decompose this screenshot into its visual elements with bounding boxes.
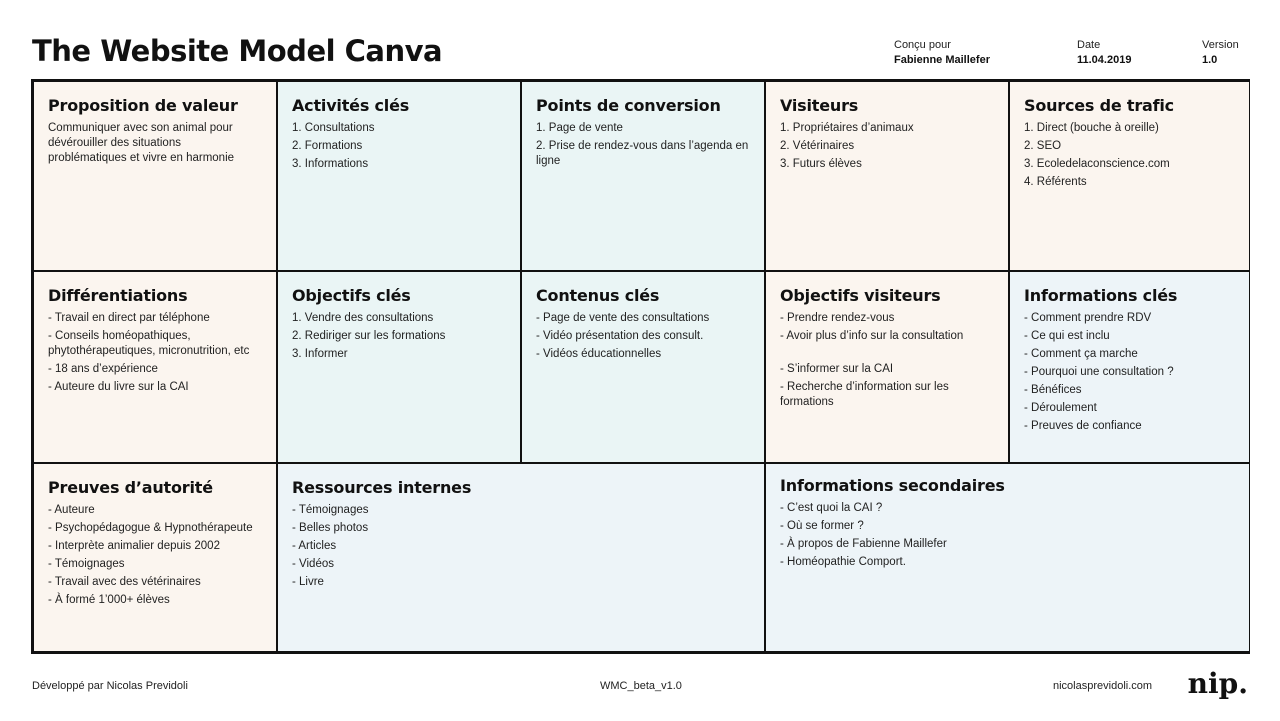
list-item: - Pourquoi une consultation ? (1024, 366, 1174, 378)
list-item: - Travail en direct par téléphone (48, 312, 210, 324)
cell-title: Contenus clés (536, 286, 660, 305)
cell-title: Ressources internes (292, 478, 472, 497)
cell-title: Différentiations (48, 286, 188, 305)
cell-title: Visiteurs (780, 96, 859, 115)
list-item: - Auteure du livre sur la CAI (48, 381, 189, 393)
cell-proposition (34, 82, 276, 270)
list-item: - Preuves de confiance (1024, 420, 1142, 432)
cell-differentiations (34, 272, 276, 462)
list-item: - C’est quoi la CAI ? (780, 502, 883, 514)
version (1202, 38, 1239, 68)
canvas-grid (31, 79, 1250, 654)
cell-title: Objectifs visiteurs (780, 286, 941, 305)
cell-contenus (522, 272, 764, 462)
list-item: 1. Propriétaires d’animaux (780, 122, 914, 134)
list-item: 3. Informations (292, 158, 369, 170)
list-item: 2. Rediriger sur les formations (292, 330, 446, 342)
footer-website[interactable]: nicolasprevidoli.com (1053, 680, 1153, 692)
designed-for-value: Fabienne Maillefer (894, 54, 990, 66)
designed-for (894, 38, 990, 68)
list-item: - À formé 1’000+ élèves (48, 594, 170, 606)
list-item: - Témoignages (48, 558, 125, 570)
list-item: - Avoir plus d’info sur la consultation (780, 330, 964, 342)
page-title: The Website Model Canva (32, 34, 443, 68)
cell-text: Communiquer avec son animal pour dévérouiller des situations problématiques et vivre en harmonie (48, 122, 235, 164)
list-item: - Où se former ? (780, 520, 864, 532)
cell-objectifs (278, 272, 520, 462)
list-item: - Recherche d’information sur les formations (780, 381, 949, 408)
list-item: 1. Page de vente (536, 122, 623, 134)
list-item: - Bénéfices (1024, 384, 1082, 396)
list-item: - Livre (292, 576, 324, 588)
date (1077, 38, 1131, 68)
list-item: 1. Vendre des consultations (292, 312, 434, 324)
footer-developer: Développé par Nicolas Previdoli (32, 680, 188, 692)
cell-conversion (522, 82, 764, 270)
cell-objectifs-visiteurs (766, 272, 1008, 462)
list-item: 2. Formations (292, 140, 363, 152)
designed-for-label: Conçu pour (894, 39, 951, 51)
cell-preuves (34, 464, 276, 651)
footer-version-tag: WMC_beta_v1.0 (600, 680, 682, 692)
cell-secondaires (766, 464, 1249, 651)
date-value: 11.04.2019 (1077, 54, 1132, 66)
list-item: - Vidéos (292, 558, 334, 570)
cell-visiteurs (766, 82, 1008, 270)
list-item: 2. Prise de rendez-vous dans l’agenda en ligne (536, 140, 749, 167)
list-item: - Page de vente des consultations (536, 312, 710, 324)
cell-title: Activités clés (292, 96, 410, 115)
cell-activites (278, 82, 520, 270)
list-item: - Conseils homéopathiques, phytothérapeutiques, micronutrition, etc (48, 330, 250, 357)
list-item: - 18 ans d’expérience (48, 363, 158, 375)
list-item: - Vidéo présentation des consult. (536, 330, 704, 342)
list-item: 3. Informer (292, 348, 348, 360)
cell-title: Objectifs clés (292, 286, 411, 305)
list-item: - Ce qui est inclu (1024, 330, 1110, 342)
list-item: 1. Direct (bouche à oreille) (1024, 122, 1159, 134)
list-item: - Travail avec des vétérinaires (48, 576, 201, 588)
date-label: Date (1077, 39, 1101, 51)
nip-logo: nip. (1187, 667, 1248, 700)
list-item: - Psychopédagogue & Hypnothérapeute (48, 522, 253, 534)
cell-trafic (1010, 82, 1249, 270)
list-item: 2. SEO (1024, 140, 1062, 152)
list-item: - Prendre rendez-vous (780, 312, 895, 324)
list-item: - S’informer sur la CAI (780, 363, 894, 375)
cell-title: Informations secondaires (780, 476, 1005, 495)
cell-title: Preuves d’autorité (48, 478, 213, 497)
list-item: - Comment ça marche (1024, 348, 1138, 360)
cell-informations (1010, 272, 1249, 462)
list-item: - Témoignages (292, 504, 369, 516)
list-item: - Articles (292, 540, 337, 552)
cell-title: Proposition de valeur (48, 96, 238, 115)
version-label: Version (1202, 39, 1239, 51)
version-value: 1.0 (1202, 54, 1218, 66)
list-item: 2. Vétérinaires (780, 140, 855, 152)
list-item: 1. Consultations (292, 122, 375, 134)
list-item: - Vidéos éducationnelles (536, 348, 662, 360)
list-item: - Auteure (48, 504, 95, 516)
list-item: 4. Référents (1024, 176, 1087, 188)
list-item: 3. Futurs élèves (780, 158, 862, 170)
list-item: - Homéopathie Comport. (780, 556, 906, 568)
list-item: 3. Ecoledelaconscience.com (1024, 158, 1170, 170)
cell-title: Informations clés (1024, 286, 1178, 305)
list-item: - Belles photos (292, 522, 369, 534)
cell-title: Points de conversion (536, 96, 721, 115)
list-item: - À propos de Fabienne Maillefer (780, 538, 947, 550)
cell-ressources (278, 464, 764, 651)
list-item: - Déroulement (1024, 402, 1097, 414)
cell-title: Sources de trafic (1024, 96, 1174, 115)
list-item: - Comment prendre RDV (1024, 312, 1152, 324)
list-item: - Interprète animalier depuis 2002 (48, 540, 220, 552)
